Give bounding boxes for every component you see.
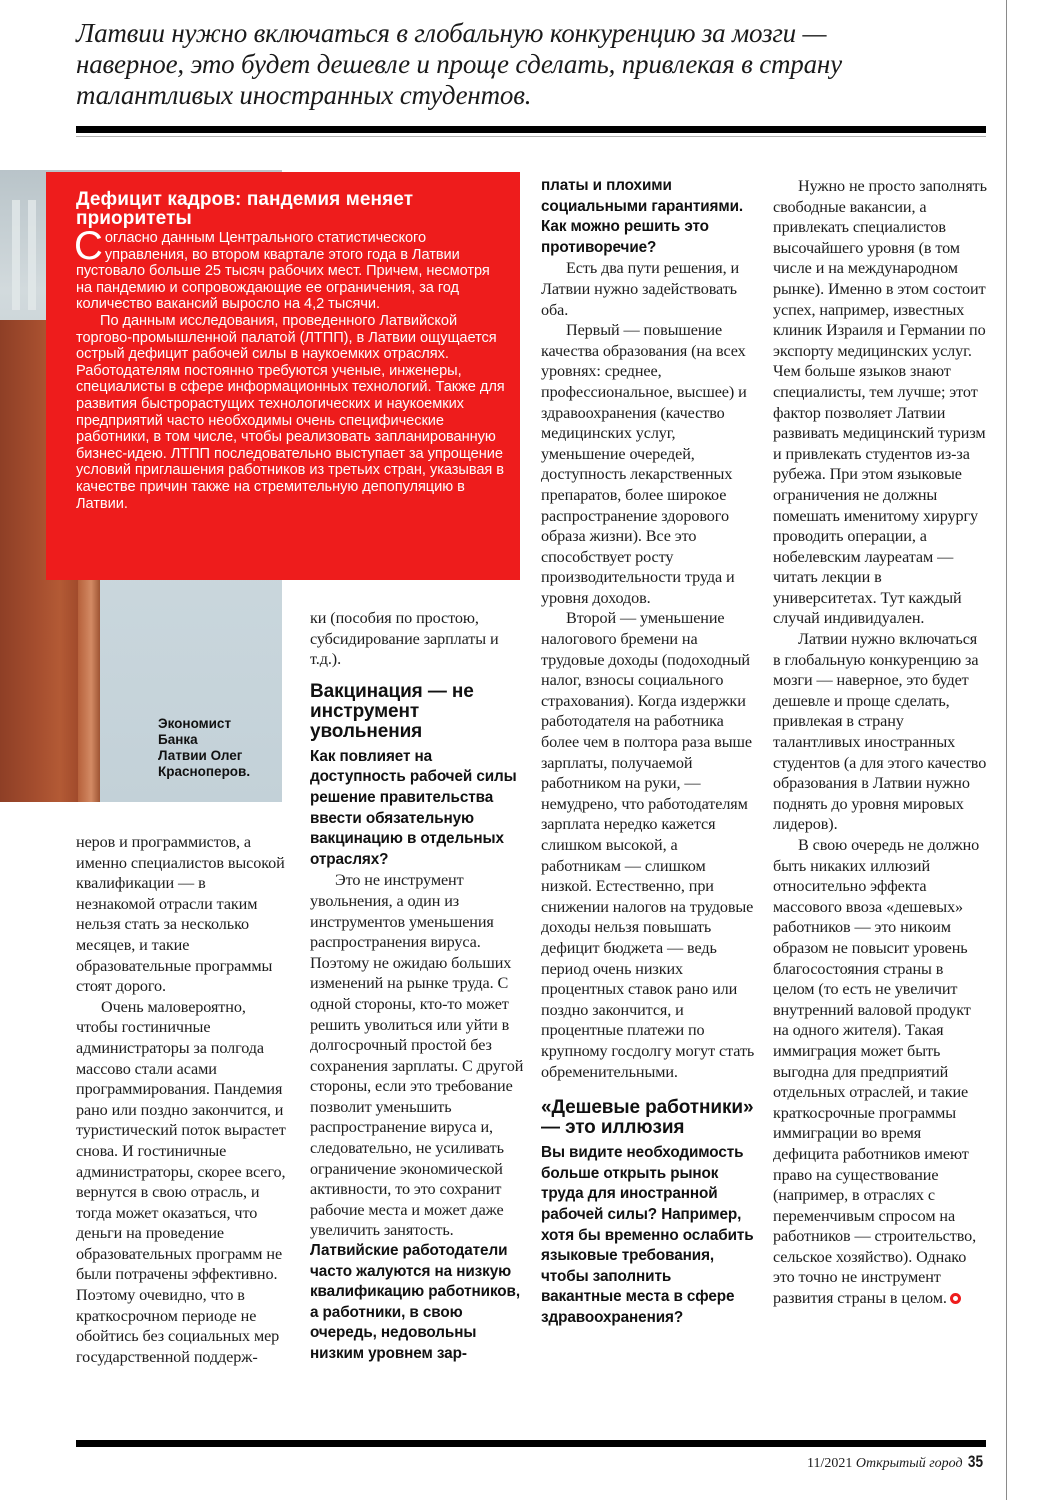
paragraph: Есть два пути решения, и Латвии нужно задействовать оба.: [541, 259, 740, 319]
sidebar-paragraph: [74, 224, 506, 313]
magazine-name: Открытый город: [855, 1456, 963, 1471]
page-edge-line: [1006, 0, 1007, 1500]
caption-line: Банка: [158, 732, 198, 747]
photo-caption: [158, 716, 278, 780]
sidebar-paragraph: По данным исследования, проведенного Латвийской торгово-промышленной палатой (ЛТПП), в Латвии ощущается острый дефицит рабочей силы в наукоемких отраслях. Работодателям постоянно требуются ученые, инженеры, специалисты в сфере информационных технологий. Также для развития быстрорастущих технологических и наукоемких предприятий часто необходимы очень специфические работники, в том числе, чтобы реализовать запланированную бизнес-идею. ЛТПП последовательно выступает за упрощение условий приглашения работников из третьих стран, указывая в качестве причин также на стремительную депопуляцию в Латвии.: [76, 312, 505, 512]
paragraph: Первый — повышение качества образования (на всех уровнях: среднее, профессиональное, высшее) и здравоохранения (качество медицинских услуг, уменьшение очередей, доступность лекарственных препаратов, более широкое распространение здорового образа жизни). Все это способствует росту производительности труда и уровня доходов.: [541, 321, 747, 607]
end-of-article-icon: [950, 1293, 961, 1304]
paragraph: Очень маловероятно, чтобы гостиничные администраторы за полгода массово стали асами программирования. Пандемия рано или поздно закончится, и туристический поток вырастет снова. И гостиничные администраторы, скорее всего, вернутся в свою отрасль, и тогда может оказаться, что деньги на проведение образовательных программ не были потрачены эффективно. Поэтому очевидно, что в краткосрочном периоде не обойтись без социальных мер государственной поддерж-: [76, 997, 286, 1366]
article-column-2: [310, 608, 524, 1365]
article-column-3: [541, 176, 755, 1328]
top-rule: [76, 126, 986, 133]
subheading: Вакцинация — не инструмент увольнения: [310, 680, 474, 742]
drop-cap: С: [74, 224, 103, 268]
photo-detail: [12, 200, 20, 310]
paragraph-text: В свою очередь не должно быть никаких иллюзий относительно эффекта массового ввоза «дешевых» работников — это никоим образом не повысит уровень благосостояния страны в целом (то есть не увеличит внутренний валовой продукт на одного жителя). Такая иммиграция может быть выгодна для предприятий отдельных отраслей, и такие краткосрочные программы иммиграции во время дефицита работников имеют право на существование (например, в отраслях с переменчивым спросом на работников — строительство, сельское хозяйство). Однако это точно не инструмент развития страны в целом.: [773, 836, 980, 1308]
interview-question: Вы видите необходимость больше открыть рынок труда для иностранной рабочей силы? Например, хотя бы временно ослабить языковые требования, чтобы заполнить вакантные места в сфере здравоохранения?: [541, 1144, 754, 1326]
sidebar-title-line: Дефицит кадров: пандемия меняет: [76, 189, 414, 210]
sidebar-box: [46, 172, 520, 580]
interview-question: платы и плохими социальными гарантиями. Как можно решить это противоречие?: [541, 177, 744, 256]
caption-line: Красноперов.: [158, 764, 251, 779]
photo-detail: [28, 200, 36, 310]
paragraph: [773, 835, 987, 1309]
sidebar-title-line: приоритеты: [76, 208, 192, 229]
page-footer: [807, 1452, 985, 1472]
interview-question: Как повлияет на доступность рабочей силы решение правительства ввести обязательную вакцинацию в отдельных отраслях?: [310, 747, 517, 868]
paragraph: Второй — уменьшение налогового бремени на трудовые доходы (подоходный налог, взносы социального страхования). Когда издержки работодателя на работника более чем в полтора раза выше зарплаты, получаемой работником на руки, — немудрено, что работодателям зарплата нередко кажется слишком высокой, а работникам — слишком низкой. Естественно, при снижении налогов на трудовые доходы нельзя повышать дефицит бюджета — ведь период очень низких процентных ставок рано или поздно закончится, и процентные платежи по крупному госдолгу могут стать обременительными.: [541, 609, 755, 1081]
paragraph: неров и программистов, а именно специалистов высокой квалификации — в незнакомой отрасли таким нельзя стать за несколько месяцев, и такие образовательные программы стоят дорого.: [76, 833, 285, 996]
bottom-rule: [76, 1440, 986, 1447]
top-rule-thin: [76, 136, 986, 137]
sidebar-text: огласно данным Центрального статистического управления, во втором квартале этого года в Латвии пустовало больше 25 тысяч рабочих мест. Причем, несмотря на пандемию и сопровождающие ее ограничения, за год количество вакансий выросло на 4,2 тысячи.: [76, 230, 490, 313]
sidebar-title: [76, 190, 506, 228]
article-column-1: [76, 832, 288, 1367]
paragraph: ки (пособия по простою, субсидирование зарплаты и т.д.).: [310, 609, 499, 669]
pull-quote-line: талантливых иностранных студентов.: [76, 80, 532, 110]
pull-quote-line: наверное, это будет дешевле и проще сделать, привлекая в страну: [76, 49, 842, 79]
subheading: «Дешевые работники» — это иллюзия: [541, 1097, 754, 1139]
article-column-4: [773, 176, 987, 1309]
paragraph: Латвии нужно включаться в глобальную конкуренцию за мозги — наверное, это будет дешевле и проще сделать, привлекая в страну талантливых иностранных студентов (а для этого качество образования в Латвии нужно поднять до уровня мировых лидеров).: [773, 630, 987, 834]
caption-line: Экономист: [158, 716, 232, 731]
pull-quote: [76, 18, 976, 111]
paragraph: Это не инструмент увольнения, а один из инструментов уменьшения распространения вируса. Поэтому не ожидаю больших изменений на рынке труда. С одной стороны, кто-то может решить уволиться или уйти в долгосрочный простой без сохранения зарплаты. С другой стороны, если это требование позволит уменьшить распространение вируса и, следовательно, не усиливать ограничение экономической активности, то это сохранит рабочие места и может даже увеличить занятость.: [310, 871, 524, 1240]
interview-question: Латвийские работодатели часто жалуются на низкую квалификацию работников, а работники, в свою очередь, недовольны низким уровнем зар-: [310, 1242, 521, 1362]
caption-line: Латвии Олег: [158, 748, 243, 763]
page-number: 35: [967, 1452, 984, 1471]
issue-number: 11/2021: [807, 1456, 853, 1471]
pull-quote-line: Латвии нужно включаться в глобальную конкуренцию за мозги —: [76, 18, 827, 48]
paragraph: Нужно не просто заполнять свободные вакансии, а привлекать специалистов высочайшего уровня (в том числе и на международном рынке). Именно в этом состоит успех, например, известных клиник Израиля и Германии по экспорту медицинских услуг. Чем больше языков знают специалисты, тем лучше; этот фактор позволяет Латвии развивать медицинский туризм и привлекать студентов из-за рубежа. При этом языковые ограничения не должны помешать именитому хирургу проводить операции, а нобелевским лауреатам — читать лекции в университетах. Тут каждый случай индивидуален.: [773, 177, 987, 628]
